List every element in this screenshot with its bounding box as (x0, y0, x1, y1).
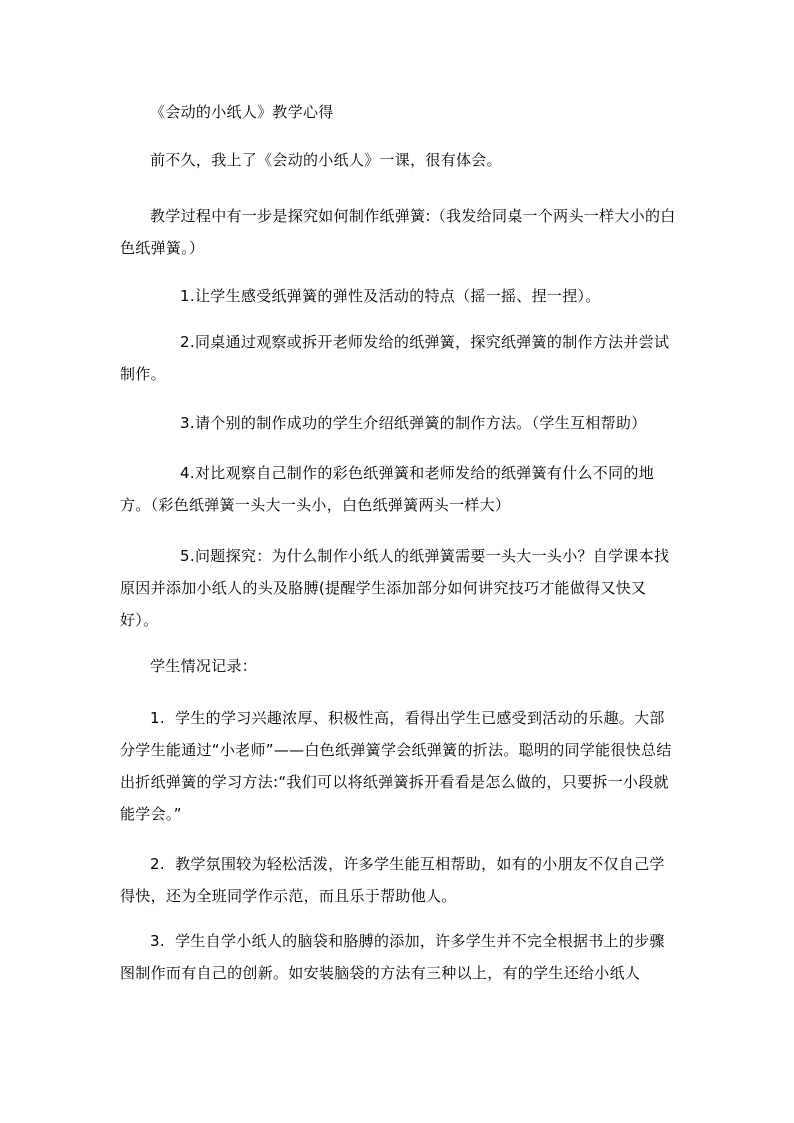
step-number: 3. (180, 414, 195, 432)
record-item-3 (120, 925, 676, 989)
record-title: 学生情况记录： (150, 657, 258, 675)
step-item-2 (120, 326, 676, 390)
record-item-1 (120, 702, 676, 830)
step-text: 请个别的制作成功的学生介绍纸弹簧的制作方法。（学生互相帮助） (195, 414, 647, 432)
record-text: 教学氛围较为轻松活泼，许多学生能互相帮助，如有的小朋友不仅自己学得快，还为全班同学作示范，而且乐于帮助他人。 (120, 855, 665, 905)
step-item-1 (120, 280, 676, 312)
record-number: 3. (150, 932, 165, 950)
process-intro-paragraph: 教学过程中有一步是探究如何制作纸弹簧:（我发给同桌一个两头一样大小的白色纸弹簧。） (120, 207, 676, 257)
step-text: 让学生感受纸弹簧的弹性及活动的特点（摇一摇、捏一捏）。 (195, 287, 601, 305)
step-number: 2. (180, 333, 195, 351)
record-item-2 (120, 848, 676, 912)
record-text: 学生自学小纸人的脑袋和胳膊的添加，许多学生并不完全根据书上的步骤图制作而有自己的创新。如安装脑袋的方法有三种以上，有的学生还给小纸人 (120, 932, 665, 982)
record-text: 学生的学习兴趣浓厚、积极性高，看得出学生已感受到活动的乐趣。大部分学生能通过“小老师”——白色纸弹簧学会纸弹簧的折法。聪明的同学能很快总结出折纸弹簧的学习方法:“我们可以将纸弹簧拆开看看是怎么做的，只要拆一小段就能学会。” (120, 709, 672, 823)
step-text: 对比观察自己制作的彩色纸弹簧和老师发给的纸弹簧有什么不同的地方。（彩色纸弹簧一头大一头小，白色纸弹簧两头一样大） (120, 464, 655, 514)
step-number: 5. (180, 547, 195, 565)
step-number: 1. (180, 287, 195, 305)
record-number: 1. (150, 709, 165, 727)
step-text: 问题探究：为什么制作小纸人的纸弹簧需要一头大一头小？自学课本找原因并添加小纸人的头及胳膊(提醒学生添加部分如何讲究技巧才能做得又快又好）。 (120, 547, 670, 629)
step-text: 同桌通过观察或拆开老师发给的纸弹簧，探究纸弹簧的制作方法并尝试制作。 (120, 333, 670, 383)
step-item-3 (120, 407, 676, 439)
step-item-5 (120, 540, 676, 636)
document-title: 《会动的小纸人》教学心得 (150, 103, 334, 121)
step-number: 4. (180, 464, 195, 482)
intro-paragraph: 前不久，我上了《会动的小纸人》一课，很有体会。 (150, 151, 502, 169)
step-item-4 (120, 457, 676, 521)
record-number: 2. (150, 855, 165, 873)
